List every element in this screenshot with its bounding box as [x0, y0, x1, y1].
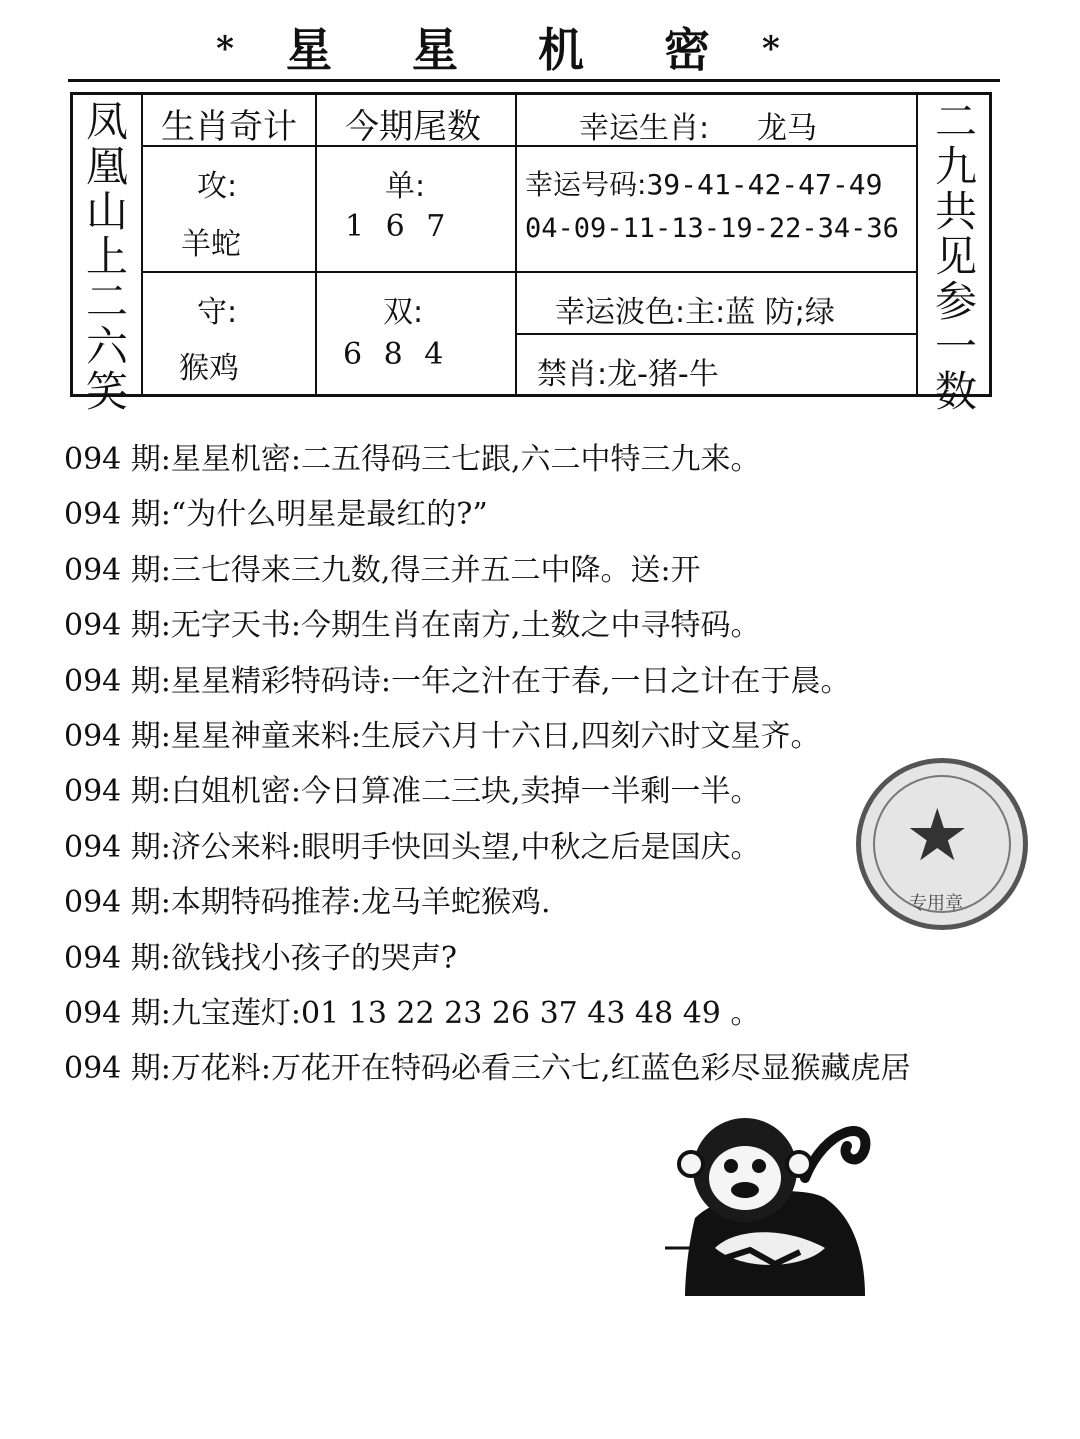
vertical-char: 凤	[85, 97, 128, 146]
vertical-char: 数	[934, 367, 977, 416]
period-number: 094	[64, 1051, 122, 1087]
title-star-left: *	[216, 29, 238, 69]
vertical-char: 上	[85, 232, 128, 281]
line-text: 期:济公来料:眼明手快回头望,中秋之后是国庆。	[121, 829, 761, 865]
title-star-right: *	[762, 29, 784, 69]
vertical-char: 九	[934, 142, 977, 191]
title-rule	[68, 79, 1000, 82]
vertical-char: 二	[85, 277, 128, 326]
list-item	[64, 1043, 1064, 1098]
period-number: 094	[64, 497, 122, 533]
vertical-char: 共	[934, 187, 977, 236]
even-numbers: 6 8 4	[343, 337, 450, 372]
line-text: 期:星星精彩特码诗:一年之汁在于春,一日之计在于晨。	[121, 663, 851, 699]
list-item	[64, 656, 1064, 711]
star-icon: ★	[905, 793, 970, 877]
attack-value: 羊蛇	[181, 227, 241, 262]
line-text: 期:星星机密:二五得码三七跟,六二中特三九来。	[121, 442, 761, 477]
vertical-char: 六	[85, 322, 128, 371]
period-number: 094	[64, 552, 122, 588]
grid-divider	[517, 333, 916, 335]
grid-divider	[515, 95, 517, 394]
list-item	[64, 933, 1064, 988]
stamp-text: 专用章	[909, 893, 963, 914]
list-item	[64, 434, 1064, 489]
period-number: 094	[64, 442, 122, 477]
vertical-char: 参	[934, 277, 977, 326]
vertical-char: 二	[934, 97, 977, 146]
period-number: 094	[64, 608, 122, 644]
line-text: 期:“为什么明星是最红的?”	[121, 497, 488, 533]
title-char: 星	[285, 23, 336, 77]
title-char: 密	[664, 23, 715, 77]
lucky-numbers-line2: 04-09-11-13-19-22-34-36	[525, 213, 899, 244]
lucky-zodiac-value: 龙马	[757, 111, 817, 146]
odd-label: 单:	[385, 169, 426, 204]
line-text: 期:星星神童来料:生辰六月十六日,四刻六时文星齐。	[121, 718, 821, 754]
defend-label: 守:	[197, 295, 238, 330]
list-item	[64, 711, 1064, 766]
list-item	[64, 545, 1064, 600]
forbidden-row	[537, 349, 719, 393]
period-number: 094	[64, 774, 122, 810]
lucky-wave-value: 主:蓝 防;绿	[685, 295, 835, 330]
list-item	[64, 600, 1064, 655]
page-title	[0, 14, 1000, 80]
line-text: 期:万花料:万花开在特码必看三六七,红蓝色彩尽显猴藏虎居	[121, 1051, 911, 1087]
info-grid	[70, 92, 992, 416]
vertical-char: 一	[934, 322, 977, 371]
vertical-char: 见	[934, 232, 977, 281]
even-label: 双:	[383, 295, 424, 330]
tail-header: 今期尾数	[345, 107, 481, 147]
grid-divider	[315, 95, 317, 394]
list-item	[64, 489, 1064, 544]
period-number: 094	[64, 885, 122, 921]
line-text: 期:欲钱找小孩子的哭声?	[121, 940, 457, 976]
title-char: 机	[538, 23, 588, 77]
period-number: 094	[64, 995, 122, 1031]
zodiac-header: 生肖奇计	[161, 107, 297, 147]
grid-divider	[143, 271, 916, 273]
period-number: 094	[64, 940, 122, 976]
line-text: 期:本期特码推荐:龙马羊蛇猴鸡.	[121, 885, 551, 921]
lucky-numbers-line1: 39-41-42-47-49	[646, 168, 883, 201]
vertical-char: 山	[85, 187, 128, 236]
lucky-numbers-row1	[525, 163, 882, 203]
forbidden-value: 龙-猪-牛	[607, 357, 719, 392]
grid-divider	[916, 95, 918, 394]
line-text: 期:白姐机密:今日算准二三块,卖掉一半剩一半。	[121, 774, 761, 810]
forbidden-label: 禁肖:	[537, 357, 608, 392]
vertical-char: 凰	[85, 142, 128, 191]
list-item	[64, 988, 1064, 1043]
official-stamp	[856, 758, 1028, 930]
vertical-char: 笑	[85, 367, 128, 416]
line-text: 期:三七得来三九数,得三并五二中降。送:开	[121, 552, 701, 588]
attack-label: 攻:	[197, 169, 238, 204]
line-text: 期:九宝莲灯:01 13 22 23 26 37 43 48 49 。	[121, 995, 761, 1031]
lucky-numbers-label: 幸运号码:	[525, 168, 647, 201]
period-number: 094	[64, 663, 122, 699]
line-text: 期:无字天书:今期生肖在南方,土数之中寻特码。	[121, 608, 761, 644]
period-number: 094	[64, 718, 122, 754]
period-number: 094	[64, 829, 122, 865]
grid-divider	[141, 95, 143, 394]
monkey-illustration	[655, 1108, 895, 1296]
defend-value: 猴鸡	[179, 351, 239, 386]
title-char: 星	[411, 23, 462, 77]
lucky-zodiac-label: 幸运生肖:	[579, 111, 710, 146]
lucky-wave-label: 幸运波色:	[555, 295, 686, 330]
odd-numbers: 1 6 7	[345, 209, 452, 244]
lucky-wave-row	[555, 287, 835, 331]
right-vertical-text	[925, 99, 987, 414]
left-vertical-text	[81, 99, 133, 414]
